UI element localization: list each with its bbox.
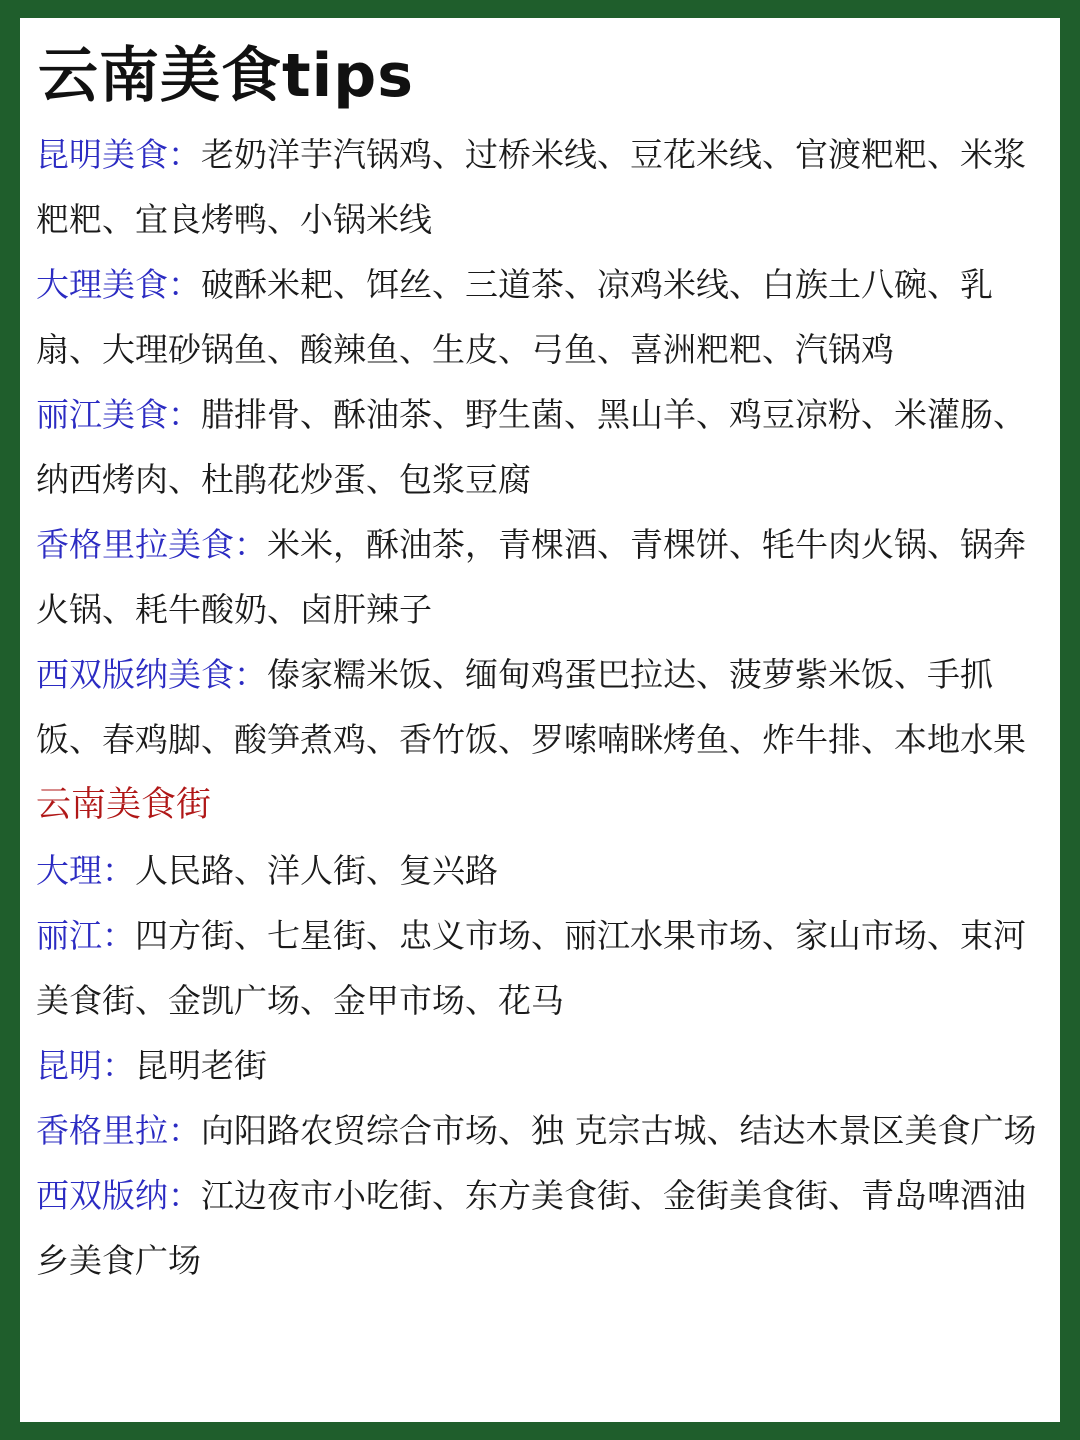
street-entry-dali: [36, 838, 1046, 903]
food-text-dali: 破酥米耙、饵丝、三道茶、凉鸡米线、白族土八碗、乳扇、大理砂锅鱼、酸辣鱼、生皮、弓鱼、喜洲粑粑、汽锅鸡: [36, 265, 993, 369]
content: [36, 122, 1046, 1293]
page-card: [20, 18, 1060, 1422]
food-entry-shangrila: [36, 512, 1046, 642]
food-label-kunming: 昆明美食：: [36, 135, 201, 174]
street-label-xishuangbanna: 西双版纳：: [36, 1176, 201, 1215]
street-label-lijiang: 丽江：: [36, 916, 135, 955]
food-label-xishuangbanna: 西双版纳美食：: [36, 655, 267, 694]
food-text-shangrila: 米米，酥油茶，青棵酒、青棵饼、牦牛肉火锅、锅奔火锅、耗牛酸奶、卤肝辣子: [36, 525, 1026, 629]
street-text-lijiang: 四方街、七星街、忠义市场、丽江水果市场、家山市场、束河美食街、金凯广场、金甲市场、花马: [36, 916, 1026, 1020]
street-label-kunming: 昆明：: [36, 1046, 135, 1085]
street-label-shangrila: 香格里拉：: [36, 1111, 201, 1150]
food-text-lijiang: 腊排骨、酥油茶、野生菌、黑山羊、鸡豆凉粉、米灌肠、纳西烤肉、杜鹃花炒蛋、包浆豆腐: [36, 395, 1026, 499]
food-label-shangrila: 香格里拉美食：: [36, 525, 267, 564]
street-entry-lijiang: [36, 903, 1046, 1033]
page-title: 云南美食tips: [38, 41, 414, 111]
food-entry-lijiang: [36, 382, 1046, 512]
food-entry-kunming: [36, 122, 1046, 252]
street-entry-shangrila: [36, 1098, 1046, 1163]
food-label-lijiang: 丽江美食：: [36, 395, 201, 434]
street-text-kunming: 昆明老街: [135, 1046, 267, 1085]
food-text-xishuangbanna: 傣家糯米饭、缅甸鸡蛋巴拉达、菠萝紫米饭、手抓饭、春鸡脚、酸笋煮鸡、香竹饭、罗嗦喃眯烤鱼、炸牛排、本地水果: [36, 655, 1026, 759]
street-text-shangrila: 向阳路农贸综合市场、独 克宗古城、结达木景区美食广场: [201, 1111, 1037, 1150]
street-entry-xishuangbanna: [36, 1163, 1046, 1293]
food-label-dali: 大理美食：: [36, 265, 201, 304]
food-entry-xishuangbanna: [36, 642, 1046, 772]
food-text-kunming: 老奶洋芋汽锅鸡、过桥米线、豆花米线、官渡粑粑、米浆粑粑、宜良烤鸭、小锅米线: [36, 135, 1026, 239]
street-entry-kunming: [36, 1033, 1046, 1098]
streets-heading: 云南美食街: [36, 785, 212, 825]
food-entry-dali: [36, 252, 1046, 382]
street-label-dali: 大理：: [36, 851, 135, 890]
street-text-xishuangbanna: 江边夜市小吃街、东方美食街、金街美食街、青岛啤酒油乡美食广场: [36, 1176, 1026, 1280]
street-text-dali: 人民路、洋人街、复兴路: [135, 851, 498, 890]
